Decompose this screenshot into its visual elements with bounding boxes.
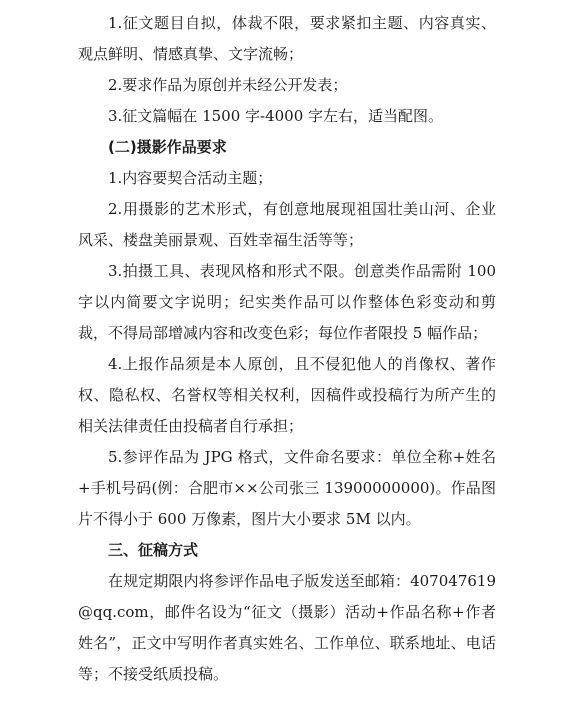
submission-method-heading: 三、征稿方式 — [108, 541, 199, 559]
essay-requirement-3: 3.征文篇幅在 1500 字-4000 字左右，适当配图。 — [108, 107, 444, 125]
photo-requirement-3: 3.拍摄工具、表现风格和形式不限。创意类作品需附 100 字以内简要文字说明；纪实类作品可以作整体色彩变动和剪裁，不得局部增减内容和改变色彩；每位作者限投 5 幅作品； — [78, 262, 496, 342]
photo-requirement-1: 1.内容要契合活动主题； — [108, 169, 273, 187]
photo-requirement-4: 4.上报作品须是本人原创，且不侵犯他人的肖像权、著作权、隐私权、名誉权等相关权利，因稿件或投稿行为所产生的相关法律责任由投稿者自行承担； — [78, 355, 496, 435]
essay-requirement-2: 2.要求作品为原创并未经公开发表； — [108, 76, 348, 94]
essay-requirement-1: 1.征文题目自拟，体裁不限，要求紧扣主题、内容真实、观点鲜明、情感真挚、文字流畅； — [78, 14, 496, 63]
photo-requirements-heading: (二)摄影作品要求 — [108, 138, 227, 156]
submission-method-text: 在规定期限内将参评作品电子版发送至邮箱：407047619@qq.com，邮件名设为“征文（摄影）活动+作品名称+作者姓名”，正文中写明作者真实姓名、工作单位、联系地址、电话等；不接受纸质投稿。 — [78, 572, 496, 683]
photo-requirement-5: 5.参评作品为 JPG 格式，文件命名要求：单位全称+姓名+手机号码(例：合肥市××公司张三 13900000000)。作品图片不得小于 600 万像素，图片大小要求 5M 以内。 — [78, 448, 496, 528]
photo-requirement-2: 2.用摄影的艺术形式，有创意地展现祖国壮美山河、企业风采、楼盘美丽景观、百姓幸福生活等等； — [78, 200, 496, 249]
